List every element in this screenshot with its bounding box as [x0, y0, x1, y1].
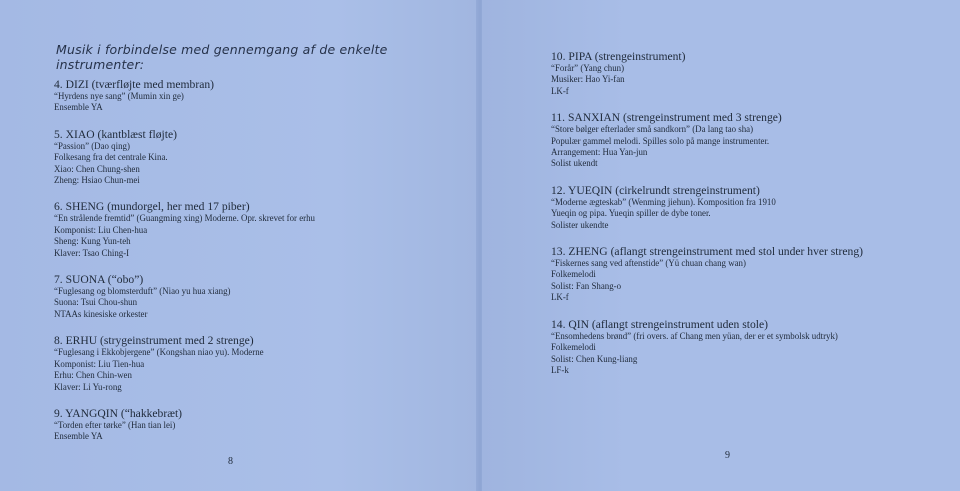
- entry-line: Ensemble YA: [54, 102, 103, 113]
- entry-title: 9. YANGQIN (“hakkebræt): [54, 406, 183, 420]
- entry-line: “Passion” (Dao qing): [54, 140, 130, 151]
- entry-title: 11. SANXIAN (strengeinstrument med 3 strenge): [551, 111, 782, 125]
- entry-line: Populær gammel melodi. Spilles solo på mange instrumenter.: [551, 135, 770, 146]
- entry-line: Sheng: Kung Yun-teh: [54, 236, 131, 247]
- entry-line: NTAAs kinesiske orkester: [54, 308, 148, 319]
- entry-line: “Forår” (Yang chun): [551, 63, 625, 73]
- entry-line: Komponist: Liu Chen-hua: [54, 224, 148, 235]
- entry-line: LF-k: [551, 364, 569, 375]
- right-entries: [551, 50, 931, 390]
- entry-title: 6. SHENG (mundorgel, her med 17 piber): [54, 200, 250, 214]
- entry-line: Folkesang fra det centrale Kina.: [54, 152, 168, 163]
- entry-line: “Store bølger efterlader små sandkorn” (Da lang tao sha): [551, 124, 754, 135]
- entry-line: Musiker: Hao Yi-fan: [551, 74, 625, 85]
- instrument-entry: [54, 78, 454, 114]
- entry-line: “Ensomhedens brønd” (fri overs. af Chang men yüan, der er et symbolsk udtryk): [551, 330, 838, 341]
- entry-line: “Moderne ægteskab” (Wenming jiehun). Komposition fra 1910: [551, 196, 776, 207]
- entry-title: 8. ERHU (strygeinstrument med 2 strenge): [54, 334, 254, 348]
- entry-line: “Fiskernes sang ved aftenstide” (Yü chuan chang wan): [551, 258, 746, 269]
- entry-line: Zheng: Hsiao Chun-mei: [54, 175, 140, 186]
- entry-line: Solist ukendt: [551, 158, 598, 169]
- entry-line: Solist: Chen Kung-liang: [551, 353, 638, 364]
- instrument-entry: [54, 200, 454, 259]
- entry-line: “En strålende fremtid” (Guangming xing) Moderne. Opr. skrevet for erhu: [54, 213, 315, 224]
- instrument-entry: [54, 128, 454, 187]
- entry-line: Suona: Tsui Chou-shun: [54, 297, 138, 308]
- instrument-entry: [551, 245, 931, 304]
- entry-title: 7. SUONA (“obo”): [54, 273, 144, 287]
- entry-line: “Torden efter tørke” (Han tian lei): [54, 419, 176, 430]
- entry-line: Klaver: Tsao Ching-I: [54, 247, 130, 258]
- entry-line: Folkemelodi: [551, 342, 596, 353]
- instrument-entry: [54, 334, 454, 393]
- instrument-entry: [551, 318, 931, 377]
- entry-title: 13. ZHENG (aflangt strengeinstrument med stol under hver streng): [551, 245, 863, 259]
- entry-line: Solist: Fan Shang-o: [551, 280, 622, 291]
- entry-line: Arrangement: Hua Yan-jun: [551, 147, 648, 158]
- entry-title: 5. XIAO (kantblæst fløjte): [54, 127, 178, 141]
- entry-line: “Fuglesang i Ekkobjergene” (Kongshan niao yu). Moderne: [54, 347, 264, 358]
- instrument-entry: [54, 407, 454, 443]
- instrument-entry: [551, 111, 931, 170]
- page-number-right: 9: [725, 450, 730, 461]
- entry-line: Ensemble YA: [54, 431, 103, 442]
- left-page: [0, 0, 478, 491]
- entry-line: Klaver: Li Yu-rong: [54, 381, 122, 392]
- left-entries: [54, 78, 454, 457]
- entry-line: “Hyrdens nye sang” (Mumin xin ge): [54, 91, 184, 101]
- instrument-entry: [551, 184, 931, 231]
- entry-line: Erhu: Chen Chin-wen: [54, 370, 132, 381]
- right-page: [482, 0, 960, 491]
- entry-title: 12. YUEQIN (cirkelrundt strengeinstrument): [551, 183, 760, 197]
- entry-title: 14. QIN (aflangt strengeinstrument uden stole): [551, 317, 769, 331]
- entry-line: Yueqin og pipa. Yueqin spiller de dybe toner.: [551, 208, 711, 219]
- entry-line: Folkemelodi: [551, 269, 596, 280]
- entry-line: “Fuglesang og blomsterduft” (Niao yu hua xiang): [54, 286, 231, 297]
- entry-line: Xiao: Chen Chung-shen: [54, 163, 140, 174]
- entry-line: LK-f: [551, 85, 569, 96]
- entry-line: Solister ukendte: [551, 219, 609, 230]
- instrument-entry: [54, 273, 454, 320]
- entry-title: 10. PIPA (strengeinstrument): [551, 50, 686, 63]
- entry-line: Komponist: Liu Tien-hua: [54, 358, 145, 369]
- instrument-entry: [551, 50, 931, 97]
- page-number-left: 8: [228, 456, 233, 467]
- page-heading: Musik i forbindelse med gennemgang af de enkelte instrumenter:: [56, 42, 388, 72]
- entry-title: 4. DIZI (tværfløjte med membran): [54, 78, 215, 91]
- entry-line: LK-f: [551, 292, 569, 303]
